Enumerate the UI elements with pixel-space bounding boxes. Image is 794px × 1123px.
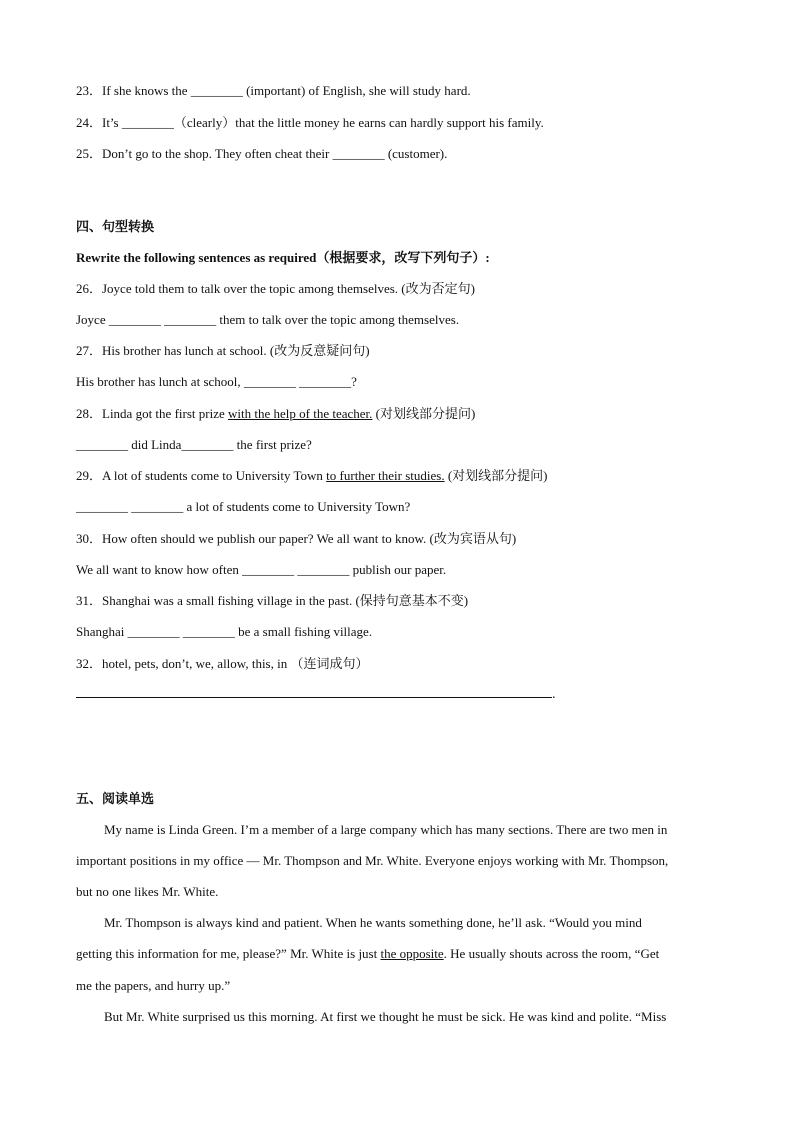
passage-line: Mr. Thompson is always kind and patient. When he wants something done, he’ll ask. “Would you mind xyxy=(104,915,642,930)
answer-line-29: ________ ________ a lot of students come to University Town? xyxy=(76,499,411,514)
question-32: 32．hotel, pets, don’t, we, allow, this, in （连词成句） xyxy=(76,656,369,671)
underlined-phrase: to further their studies. xyxy=(326,468,445,483)
underlined-phrase: the opposite xyxy=(380,946,444,961)
question-29: 29．A lot of students come to University Town to further their studies. (对划线部分提问) xyxy=(76,468,548,483)
answer-line-28: ________ did Linda________ the first prize? xyxy=(76,437,312,452)
question-25: 25．Don’t go to the shop. They often cheat their ________ (customer). xyxy=(76,146,448,161)
section-heading: 五、阅读单选 xyxy=(76,791,155,806)
answer-end-period: . xyxy=(552,687,556,702)
answer-line-27: His brother has lunch at school, ________ ________? xyxy=(76,374,357,389)
passage-line: me the papers, and hurry up.” xyxy=(76,978,231,993)
section-heading: 四、句型转换 xyxy=(76,219,155,234)
passage-line: My name is Linda Green. I’m a member of a large company which has many sections. There are two men in xyxy=(104,822,668,837)
question-23: 23．If she knows the ________ (important) of English, she will study hard. xyxy=(76,83,471,98)
question-26: 26．Joyce told them to talk over the topic among themselves. (改为否定句) xyxy=(76,281,475,296)
passage-line: but no one likes Mr. White. xyxy=(76,884,219,899)
section-instruction: Rewrite the following sentences as required（根据要求，改写下列句子）: xyxy=(76,250,490,265)
question-28: 28．Linda got the first prize with the help of the teacher. (对划线部分提问) xyxy=(76,406,476,421)
answer-line-26: Joyce ________ ________ them to talk over the topic among themselves. xyxy=(76,312,460,327)
answer-line-30: We all want to know how often ________ ________ publish our paper. xyxy=(76,562,447,577)
answer-line-31: Shanghai ________ ________ be a small fishing village. xyxy=(76,624,373,639)
underlined-phrase: with the help of the teacher. xyxy=(228,406,373,421)
passage-line: important positions in my office — Mr. Thompson and Mr. White. Everyone enjoys working with Mr. Thompson, xyxy=(76,853,669,868)
passage-line: But Mr. White surprised us this morning. At first we thought he must be sick. He was kind and polite. “Miss xyxy=(104,1009,667,1024)
question-27: 27．His brother has lunch at school. (改为反意疑问句) xyxy=(76,343,370,358)
passage-line: getting this information for me, please?” Mr. White is just the opposite. He usually shouts across the room, “Get xyxy=(76,946,660,961)
question-31: 31．Shanghai was a small fishing village in the past. (保持句意基本不变) xyxy=(76,593,469,608)
answer-blank-rule xyxy=(76,697,552,698)
question-24: 24．It’s ________（clearly）that the little money he earns can hardly support his family. xyxy=(76,115,544,130)
question-30: 30．How often should we publish our paper? We all want to know. (改为宾语从句) xyxy=(76,531,517,546)
